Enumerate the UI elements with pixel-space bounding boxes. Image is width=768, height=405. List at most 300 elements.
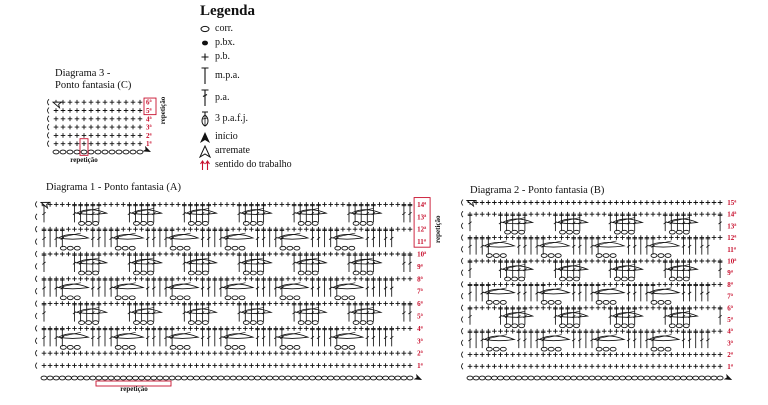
- single-crochet-mark: [121, 301, 126, 306]
- double-crochet-mark: [72, 255, 77, 272]
- single-crochet-mark: [504, 282, 509, 287]
- chain-mark: [505, 230, 511, 234]
- half-double-crochet-mark: [639, 239, 644, 255]
- row-label: 8ª: [417, 275, 423, 284]
- single-crochet-mark: [310, 363, 315, 368]
- chain-mark: [86, 271, 92, 275]
- single-crochet-mark: [608, 306, 613, 311]
- double-crochet-mark: [255, 280, 260, 297]
- single-crochet-mark: [243, 227, 248, 232]
- row-label: 9ª: [727, 269, 733, 278]
- single-crochet-mark: [103, 133, 108, 138]
- single-crochet-mark: [54, 141, 59, 146]
- single-crochet-mark: [304, 363, 309, 368]
- single-crochet-mark: [117, 133, 122, 138]
- double-crochet-mark: [590, 239, 595, 255]
- double-crochet-mark: [200, 230, 205, 247]
- chain-mark: [133, 376, 139, 380]
- single-crochet-mark: [523, 352, 528, 357]
- chain-mark: [298, 221, 304, 225]
- single-crochet-mark: [639, 259, 644, 264]
- chain-mark: [285, 376, 291, 380]
- single-crochet-mark: [176, 363, 181, 368]
- turning-chain-mark: [462, 317, 464, 323]
- chain-mark: [291, 376, 297, 380]
- chain-mark: [349, 345, 355, 349]
- chain-mark: [676, 230, 682, 234]
- single-crochet-mark: [474, 352, 479, 357]
- single-crochet-mark: [72, 363, 77, 368]
- row-label: 6ª: [146, 98, 152, 107]
- chain-mark: [67, 296, 73, 300]
- single-crochet-mark: [523, 282, 528, 287]
- double-crochet-mark: [292, 206, 297, 223]
- single-crochet-mark: [298, 277, 303, 282]
- single-crochet-mark: [341, 202, 346, 207]
- single-crochet-mark: [510, 306, 515, 311]
- single-crochet-mark: [584, 282, 589, 287]
- single-crochet-mark: [66, 351, 71, 356]
- single-crochet-mark: [133, 326, 138, 331]
- single-crochet-mark: [510, 364, 515, 369]
- single-crochet-mark: [529, 364, 534, 369]
- half-double-crochet-mark: [693, 286, 698, 302]
- row-label: 8ª: [727, 280, 733, 289]
- single-crochet-mark: [632, 212, 637, 217]
- row-label: 2ª: [146, 131, 152, 140]
- single-crochet-mark: [559, 200, 564, 205]
- chain-mark: [577, 376, 583, 380]
- single-crochet-mark: [687, 329, 692, 334]
- single-crochet-mark: [322, 202, 327, 207]
- single-crochet-mark: [547, 306, 552, 311]
- chain-mark: [114, 376, 120, 380]
- chain-mark: [360, 221, 366, 225]
- single-crochet-mark: [468, 212, 473, 217]
- single-crochet-mark: [590, 259, 595, 264]
- single-crochet-mark: [396, 202, 401, 207]
- chain-mark: [601, 376, 607, 380]
- double-crochet-mark: [408, 255, 413, 272]
- single-crochet-mark: [347, 227, 352, 232]
- row-label: 2ª: [727, 351, 733, 360]
- chain-mark: [574, 277, 580, 281]
- single-crochet-mark: [517, 306, 522, 311]
- legend-label: sentido do trabalho: [215, 159, 292, 170]
- single-crochet-mark: [328, 363, 333, 368]
- chain-mark: [610, 254, 616, 258]
- single-crochet-mark: [718, 212, 723, 217]
- double-crochet-mark: [408, 305, 413, 322]
- turning-chain-mark: [36, 214, 38, 220]
- single-crochet-mark: [602, 352, 607, 357]
- single-crochet-mark: [328, 202, 333, 207]
- single-crochet-mark: [139, 363, 144, 368]
- turning-chain-mark: [36, 338, 38, 344]
- half-double-crochet-mark: [267, 280, 272, 297]
- double-crochet-mark: [517, 332, 522, 348]
- single-crochet-mark: [274, 351, 279, 356]
- diagram2-title: Diagrama 2 - Ponto fantasia (B): [470, 185, 605, 196]
- single-crochet-mark: [310, 351, 315, 356]
- single-crochet-mark: [584, 200, 589, 205]
- single-crochet-mark: [237, 227, 242, 232]
- single-crochet-mark: [523, 306, 528, 311]
- row-label: 11ª: [417, 238, 426, 247]
- single-crochet-mark: [712, 329, 717, 334]
- chain-mark: [122, 296, 128, 300]
- row-label: 14ª: [727, 210, 737, 219]
- chain-mark: [505, 324, 511, 328]
- single-crochet-mark: [304, 277, 309, 282]
- single-crochet-mark: [657, 235, 662, 240]
- single-crochet-mark: [54, 108, 59, 113]
- double-crochet-mark: [383, 230, 388, 247]
- single-crochet-mark: [571, 329, 576, 334]
- single-crochet-mark: [590, 364, 595, 369]
- chain-mark: [512, 230, 518, 234]
- single-crochet-mark: [402, 227, 407, 232]
- single-crochet-mark: [584, 329, 589, 334]
- single-crochet-mark: [96, 117, 101, 122]
- single-crochet-mark: [231, 351, 236, 356]
- row-label: 5ª: [417, 312, 423, 321]
- double-crochet-mark: [480, 332, 485, 348]
- single-crochet-mark: [138, 100, 143, 105]
- single-crochet-mark: [480, 352, 485, 357]
- single-crochet-mark: [176, 252, 181, 257]
- chain-mark: [603, 347, 609, 351]
- chain-mark: [335, 246, 341, 250]
- single-crochet-mark: [82, 141, 87, 146]
- single-crochet-mark: [371, 363, 376, 368]
- turning-chain-mark: [36, 363, 38, 369]
- chain-mark: [353, 221, 359, 225]
- double-crochet-mark: [371, 230, 376, 247]
- single-crochet-mark: [194, 351, 199, 356]
- single-crochet-mark: [78, 227, 83, 232]
- single-crochet-mark: [54, 202, 59, 207]
- single-crochet-mark: [498, 200, 503, 205]
- single-crochet-mark: [504, 364, 509, 369]
- single-crochet-mark: [335, 351, 340, 356]
- double-crochet-mark: [91, 280, 96, 297]
- single-crochet-mark: [639, 235, 644, 240]
- single-crochet-mark: [474, 235, 479, 240]
- double-crochet-mark: [663, 262, 668, 278]
- single-crochet-mark: [559, 235, 564, 240]
- single-crochet-mark: [341, 227, 346, 232]
- single-crochet-mark: [712, 306, 717, 311]
- single-crochet-mark: [492, 200, 497, 205]
- single-crochet-mark: [681, 200, 686, 205]
- single-crochet-mark: [103, 141, 108, 146]
- start-arrow-icon: [724, 374, 734, 383]
- single-crochet-mark: [170, 301, 175, 306]
- chain-mark: [72, 376, 78, 380]
- row-label: 4ª: [417, 324, 423, 333]
- chain-mark: [195, 321, 201, 325]
- single-crochet-mark: [389, 351, 394, 356]
- chain-mark: [53, 150, 59, 154]
- single-crochet-mark: [700, 282, 705, 287]
- chain-mark: [79, 271, 85, 275]
- chain-mark: [567, 230, 573, 234]
- single-crochet-mark: [541, 235, 546, 240]
- single-crochet-mark: [639, 200, 644, 205]
- single-crochet-mark: [712, 259, 717, 264]
- double-crochet-mark: [553, 262, 558, 278]
- double-crochet-mark: [182, 255, 187, 272]
- single-crochet-mark: [139, 277, 144, 282]
- turning-chain-mark: [36, 325, 38, 331]
- chain-mark: [493, 300, 499, 304]
- single-crochet-mark: [249, 277, 254, 282]
- single-crochet-mark: [109, 202, 114, 207]
- single-crochet-mark: [535, 364, 540, 369]
- single-crochet-mark: [645, 282, 650, 287]
- single-crochet-mark: [553, 364, 558, 369]
- single-crochet-mark: [541, 259, 546, 264]
- single-crochet-mark: [117, 100, 122, 105]
- single-crochet-mark: [687, 352, 692, 357]
- single-crochet-mark: [84, 363, 89, 368]
- single-crochet-mark: [182, 363, 187, 368]
- single-crochet-mark: [78, 326, 83, 331]
- single-crochet-mark: [486, 329, 491, 334]
- single-crochet-mark: [620, 200, 625, 205]
- chain-mark: [596, 347, 602, 351]
- chain-mark: [188, 221, 194, 225]
- single-crochet-mark: [700, 200, 705, 205]
- turning-chain-mark: [36, 226, 38, 232]
- single-crochet-mark: [553, 282, 558, 287]
- single-crochet-mark: [72, 326, 77, 331]
- double-crochet-mark: [109, 330, 114, 347]
- single-crochet-mark: [164, 301, 169, 306]
- chain-mark: [548, 300, 554, 304]
- row-label: 4ª: [146, 115, 152, 124]
- turning-chain-mark: [36, 263, 38, 269]
- single-crochet-mark: [468, 364, 473, 369]
- double-crochet-mark: [182, 305, 187, 322]
- single-crochet-mark: [78, 351, 83, 356]
- single-crochet-mark: [608, 212, 613, 217]
- single-crochet-mark: [657, 352, 662, 357]
- diagram1-repeat-label-side: repetição: [434, 215, 443, 243]
- chain-mark: [519, 277, 525, 281]
- single-crochet-mark: [693, 235, 698, 240]
- single-crochet-mark: [474, 282, 479, 287]
- chain-mark: [560, 324, 566, 328]
- single-crochet-mark: [383, 351, 388, 356]
- single-crochet-mark: [115, 202, 120, 207]
- chain-mark: [676, 277, 682, 281]
- single-crochet-mark: [718, 352, 723, 357]
- chain-mark: [108, 376, 114, 380]
- double-crochet-mark: [292, 255, 297, 272]
- single-crochet-mark: [693, 212, 698, 217]
- single-crochet-mark: [110, 141, 115, 146]
- single-crochet-mark: [328, 252, 333, 257]
- single-crochet-mark: [675, 352, 680, 357]
- single-crochet-mark: [280, 301, 285, 306]
- single-crochet-mark: [164, 202, 169, 207]
- single-crochet-mark: [498, 235, 503, 240]
- single-crochet-mark: [535, 212, 540, 217]
- single-crochet-mark: [602, 200, 607, 205]
- chain-mark: [717, 376, 723, 380]
- single-crochet-mark: [712, 235, 717, 240]
- double-crochet-mark: [498, 215, 503, 231]
- chain-mark: [129, 345, 135, 349]
- single-crochet-mark: [547, 352, 552, 357]
- single-crochet-mark: [504, 329, 509, 334]
- single-crochet-mark: [480, 235, 485, 240]
- single-crochet-mark: [651, 329, 656, 334]
- single-crochet-mark: [523, 329, 528, 334]
- single-crochet-mark: [328, 351, 333, 356]
- double-crochet-mark: [292, 305, 297, 322]
- single-crochet-mark: [608, 282, 613, 287]
- chain-mark: [644, 376, 650, 380]
- double-crochet-mark: [152, 230, 157, 247]
- single-crochet-mark: [523, 200, 528, 205]
- chain-mark: [175, 376, 181, 380]
- single-crochet-mark: [486, 306, 491, 311]
- single-crochet-mark: [176, 202, 181, 207]
- single-crochet-mark: [261, 363, 266, 368]
- double-crochet-mark: [310, 230, 315, 247]
- turning-chain-mark: [48, 141, 50, 147]
- single-crochet-mark: [663, 282, 668, 287]
- single-crochet-mark: [687, 212, 692, 217]
- diagram1-title: Diagrama 1 - Ponto fantasia (A): [46, 182, 181, 193]
- chain-mark: [267, 376, 273, 380]
- single-crochet-mark: [82, 117, 87, 122]
- chain-mark: [353, 321, 359, 325]
- single-crochet-mark: [328, 301, 333, 306]
- half-double-crochet-mark: [639, 332, 644, 348]
- single-crochet-mark: [316, 363, 321, 368]
- single-crochet-mark: [377, 252, 382, 257]
- double-crochet-mark: [127, 206, 132, 223]
- turning-chain-mark: [48, 116, 50, 122]
- single-crochet-mark: [89, 108, 94, 113]
- single-crochet-mark: [620, 329, 625, 334]
- legend-label: arremate: [215, 145, 250, 156]
- single-crochet-mark: [547, 200, 552, 205]
- double-crochet-mark: [347, 255, 352, 272]
- single-crochet-mark: [535, 259, 540, 264]
- chain-mark: [596, 300, 602, 304]
- single-crochet-mark: [139, 227, 144, 232]
- single-crochet-mark: [571, 364, 576, 369]
- chain-mark: [95, 150, 101, 154]
- chain-mark: [658, 347, 664, 351]
- single-crochet-mark: [718, 259, 723, 264]
- single-crochet-mark: [145, 351, 150, 356]
- single-crochet-mark: [267, 202, 272, 207]
- single-crochet-mark: [164, 363, 169, 368]
- single-crochet-mark: [486, 282, 491, 287]
- turning-chain-mark: [48, 108, 50, 114]
- single-crochet-mark: [225, 252, 230, 257]
- single-crochet-mark: [103, 202, 108, 207]
- chain-mark: [202, 271, 208, 275]
- double-crochet-mark: [97, 230, 102, 247]
- turning-chain-mark: [462, 363, 464, 369]
- chain-mark: [148, 221, 154, 225]
- chain-mark: [74, 246, 80, 250]
- single-crochet-mark: [341, 277, 346, 282]
- single-crochet-mark: [669, 352, 674, 357]
- single-crochet-mark: [553, 306, 558, 311]
- single-crochet-mark: [274, 301, 279, 306]
- double-crochet-mark: [42, 305, 47, 322]
- single-crochet-mark: [693, 282, 698, 287]
- single-crochet-mark: [84, 277, 89, 282]
- single-crochet-mark: [626, 282, 631, 287]
- chain-mark: [177, 246, 183, 250]
- single-crochet-mark: [651, 352, 656, 357]
- single-crochet-mark: [396, 351, 401, 356]
- single-crochet-mark: [158, 301, 163, 306]
- double-crochet-mark: [523, 332, 528, 348]
- double-crochet-mark: [681, 239, 686, 255]
- chain-mark: [141, 271, 147, 275]
- chain-mark: [93, 271, 99, 275]
- chain-mark: [626, 376, 632, 380]
- single-crochet-mark: [596, 329, 601, 334]
- single-crochet-mark: [602, 282, 607, 287]
- chain-mark: [74, 296, 80, 300]
- single-crochet-mark: [188, 363, 193, 368]
- single-crochet-mark: [176, 227, 181, 232]
- double-crochet-mark: [608, 309, 613, 325]
- single-crochet-mark: [225, 301, 230, 306]
- double-crochet-mark: [371, 280, 376, 297]
- single-crochet-mark: [231, 202, 236, 207]
- single-crochet-mark: [304, 351, 309, 356]
- single-crochet-mark: [75, 117, 80, 122]
- single-crochet-mark: [292, 351, 297, 356]
- single-crochet-mark: [347, 363, 352, 368]
- single-crochet-mark: [639, 306, 644, 311]
- double-crochet-mark: [632, 332, 637, 348]
- double-crochet-mark: [261, 280, 266, 297]
- chain-mark: [658, 254, 664, 258]
- single-crochet-mark: [396, 326, 401, 331]
- single-crochet-mark: [706, 329, 711, 334]
- single-crochet-mark: [541, 352, 546, 357]
- row-label: 12ª: [417, 225, 427, 234]
- single-crochet-mark: [170, 351, 175, 356]
- half-double-crochet-mark: [529, 239, 534, 255]
- single-crochet-mark: [335, 301, 340, 306]
- single-crochet-mark: [675, 329, 680, 334]
- chain-mark: [248, 376, 254, 380]
- single-crochet-mark: [96, 125, 101, 130]
- single-crochet-mark: [498, 364, 503, 369]
- chain-mark: [79, 221, 85, 225]
- single-crochet-mark: [243, 326, 248, 331]
- chain-mark: [614, 277, 620, 281]
- chain-mark: [79, 321, 85, 325]
- single-crochet-mark: [657, 306, 662, 311]
- single-crochet-mark: [596, 352, 601, 357]
- single-crochet-mark: [54, 133, 59, 138]
